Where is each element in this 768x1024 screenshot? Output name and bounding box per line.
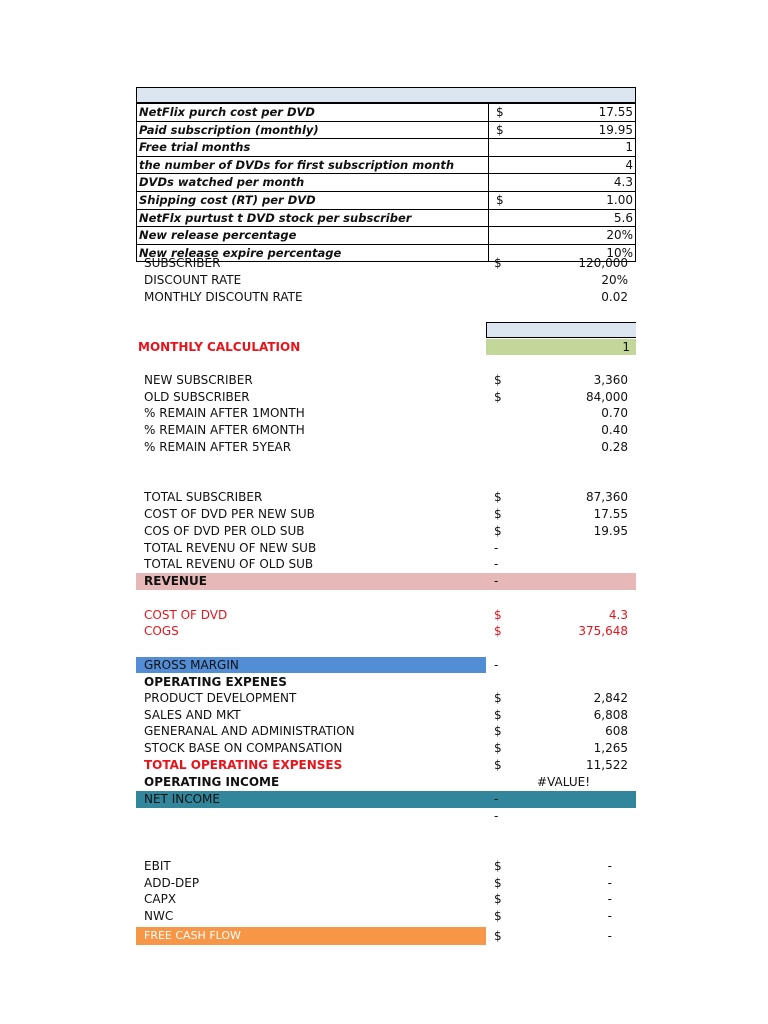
cost-old-label: COS OF DVD PER OLD SUB: [144, 524, 305, 538]
remain-6m-label: % REMAIN AFTER 6MONTH: [144, 423, 305, 437]
currency-symbol: $: [494, 608, 502, 622]
cogs-row: [136, 623, 636, 639]
subscriber-row: [136, 255, 636, 271]
net-income-value: -: [494, 792, 499, 806]
opex-header-row: [136, 674, 636, 690]
product-dev-value: 2,842: [593, 691, 628, 705]
monthly-discount-value[interactable]: 0.02: [601, 290, 628, 304]
input-label: Paid subscription (monthly): [136, 122, 489, 139]
total-subscriber-value: 87,360: [586, 490, 628, 504]
input-value: 10%: [606, 245, 633, 260]
input-label: the number of DVDs for first subscription month: [136, 157, 489, 174]
input-value-cell[interactable]: [486, 210, 636, 227]
currency-symbol: $: [494, 524, 502, 538]
net-income-label: NET INCOME: [144, 792, 220, 806]
revenue-label: REVENUE: [144, 574, 207, 588]
extra-dash: -: [494, 809, 499, 823]
product-dev-row: [136, 690, 636, 706]
new-subscriber-value: 3,360: [593, 373, 628, 387]
gna-label: GENERANAL AND ADMINISTRATION: [144, 724, 355, 738]
net-income-row: [136, 791, 636, 808]
remain-1m-value: 0.70: [601, 406, 628, 420]
total-subscriber-label: TOTAL SUBSCRIBER: [144, 490, 263, 504]
subscriber-value[interactable]: 120,000: [578, 256, 628, 270]
cogs-label: COGS: [144, 624, 179, 638]
cost-new-label: COST OF DVD PER NEW SUB: [144, 507, 315, 521]
input-value: 5.6: [613, 210, 633, 225]
period-header-cell: [486, 322, 636, 338]
monthly-calc-row: [136, 339, 636, 355]
sales-mkt-row: [136, 707, 636, 723]
subscriber-label: SUBSCRIBER: [144, 256, 221, 270]
old-subscriber-row: [136, 389, 636, 405]
currency-symbol: $: [494, 708, 502, 722]
gna-row: [136, 723, 636, 739]
period-value: 1: [622, 340, 630, 354]
currency-symbol: $: [494, 876, 502, 890]
cost-dvd-row: [136, 607, 636, 623]
currency-symbol: $: [494, 691, 502, 705]
product-dev-label: PRODUCT DEVELOPMENT: [144, 691, 297, 705]
gross-margin-row: [136, 657, 636, 673]
table-row: [136, 192, 636, 210]
extra-dash-row: [136, 808, 636, 824]
op-income-label: OPERATING INCOME: [144, 775, 280, 789]
remain-5y-value: 0.28: [601, 440, 628, 454]
old-subscriber-label: OLD SUBSCRIBER: [144, 390, 250, 404]
table-row: [136, 139, 636, 157]
capx-label: CAPX: [144, 892, 177, 906]
monthly-discount-row: [136, 289, 636, 305]
currency-symbol: $: [496, 122, 504, 137]
fcf-label: FREE CASH FLOW: [144, 929, 241, 942]
discount-rate-label: DISCOUNT RATE: [144, 273, 242, 287]
period-cell[interactable]: [486, 339, 636, 355]
cost-new-row: [136, 506, 636, 522]
input-label: Shipping cost (RT) per DVD: [136, 192, 489, 209]
total-opex-label: TOTAL OPERATING EXPENSES: [144, 758, 343, 772]
currency-symbol: $: [494, 624, 502, 638]
input-value: 20%: [606, 228, 633, 243]
currency-symbol: $: [494, 724, 502, 738]
cost-old-value: 19.95: [593, 524, 628, 538]
input-value: 1: [625, 140, 633, 155]
input-value: 19.95: [598, 122, 633, 137]
ebit-row: [136, 858, 636, 874]
currency-symbol: $: [496, 105, 504, 119]
op-income-value: #VALUE!: [537, 775, 590, 789]
cogs-value: 375,648: [578, 624, 628, 638]
input-value-cell[interactable]: [486, 139, 636, 156]
monthly-calc-title: MONTHLY CALCULATION: [138, 340, 301, 354]
input-value-cell[interactable]: [486, 227, 636, 244]
new-subscriber-row: [136, 372, 636, 388]
input-value-cell[interactable]: [486, 174, 636, 191]
new-subscriber-label: NEW SUBSCRIBER: [144, 373, 253, 387]
currency-symbol: $: [494, 909, 502, 923]
cost-old-row: [136, 523, 636, 539]
capx-row: [136, 891, 636, 907]
currency-symbol: $: [494, 507, 502, 521]
input-value: 1.00: [606, 192, 633, 207]
input-label: New release expire percentage: [136, 245, 489, 262]
input-value: 4.3: [613, 175, 633, 190]
ebit-value: -: [607, 859, 612, 873]
rev-new-row: [136, 540, 636, 556]
table-row: [136, 210, 636, 228]
gna-value: 608: [605, 724, 628, 738]
input-label: New release percentage: [136, 227, 489, 244]
discount-rate-value[interactable]: 20%: [601, 273, 628, 287]
nwc-label: NWC: [144, 909, 174, 923]
currency-symbol: $: [494, 490, 502, 504]
fcf-row: [136, 927, 636, 945]
currency-symbol: $: [494, 373, 502, 387]
currency-symbol: $: [494, 892, 502, 906]
cost-dvd-label: COST OF DVD: [144, 608, 228, 622]
add-dep-label: ADD-DEP: [144, 876, 200, 890]
rev-new-value: -: [494, 541, 499, 555]
currency-symbol: $: [494, 859, 502, 873]
input-label: NetFlx purtust t DVD stock per subscriber: [136, 210, 489, 227]
monthly-discount-label: MONTHLY DISCOUTN RATE: [144, 290, 303, 304]
table-row: [136, 174, 636, 192]
input-value-cell[interactable]: [486, 122, 636, 139]
header-band: [136, 87, 636, 103]
total-opex-row: [136, 757, 636, 773]
input-value-cell[interactable]: [486, 192, 636, 209]
input-label: Free trial months: [136, 139, 489, 156]
remain-1m-label: % REMAIN AFTER 1MONTH: [144, 406, 305, 420]
remain-6m-row: [136, 422, 636, 438]
gross-margin-value: -: [494, 658, 499, 672]
rev-old-value: -: [494, 557, 499, 571]
revenue-value: -: [494, 574, 499, 588]
ebit-label: EBIT: [144, 859, 171, 873]
gross-margin-label: GROSS MARGIN: [144, 658, 239, 672]
remain-6m-value: 0.40: [601, 423, 628, 437]
input-value: 17.55: [598, 105, 633, 119]
input-label: NetFlix purch cost per DVD: [136, 104, 489, 121]
sbc-row: [136, 740, 636, 756]
revenue-row: [136, 573, 636, 590]
input-value-cell[interactable]: [486, 157, 636, 174]
capx-value: -: [607, 892, 612, 906]
fcf-value: -: [607, 929, 612, 943]
rev-old-label: TOTAL REVENU OF OLD SUB: [144, 557, 314, 571]
table-row: [136, 104, 636, 122]
discount-rate-row: [136, 272, 636, 288]
input-value: 4: [625, 157, 633, 172]
remain-5y-row: [136, 439, 636, 455]
currency-symbol: $: [494, 256, 502, 270]
add-dep-value: -: [607, 876, 612, 890]
cost-new-value: 17.55: [593, 507, 628, 521]
remain-5y-label: % REMAIN AFTER 5YEAR: [144, 440, 292, 454]
inputs-table: [136, 103, 636, 262]
total-opex-value: 11,522: [586, 758, 628, 772]
add-dep-row: [136, 875, 636, 891]
table-row: [136, 227, 636, 245]
table-row: [136, 122, 636, 140]
op-income-row: [136, 774, 636, 790]
cost-dvd-value: 4.3: [608, 608, 628, 622]
input-value-cell[interactable]: [486, 104, 636, 121]
nwc-value: -: [607, 909, 612, 923]
currency-symbol: $: [494, 929, 502, 943]
nwc-row: [136, 908, 636, 924]
sales-mkt-label: SALES AND MKT: [144, 708, 241, 722]
currency-symbol: $: [494, 741, 502, 755]
currency-symbol: $: [494, 390, 502, 404]
remain-1m-row: [136, 405, 636, 421]
rev-old-row: [136, 556, 636, 572]
currency-symbol: $: [494, 758, 502, 772]
rev-new-label: TOTAL REVENU OF NEW SUB: [144, 541, 317, 555]
total-subscriber-row: [136, 489, 636, 505]
sbc-label: STOCK BASE ON COMPANSATION: [144, 741, 343, 755]
input-label: DVDs watched per month: [136, 174, 489, 191]
sbc-value: 1,265: [593, 741, 628, 755]
table-row: [136, 157, 636, 175]
opex-header: OPERATING EXPENES: [144, 675, 287, 689]
currency-symbol: $: [496, 192, 504, 207]
sales-mkt-value: 6,808: [593, 708, 628, 722]
old-subscriber-value: 84,000: [586, 390, 628, 404]
